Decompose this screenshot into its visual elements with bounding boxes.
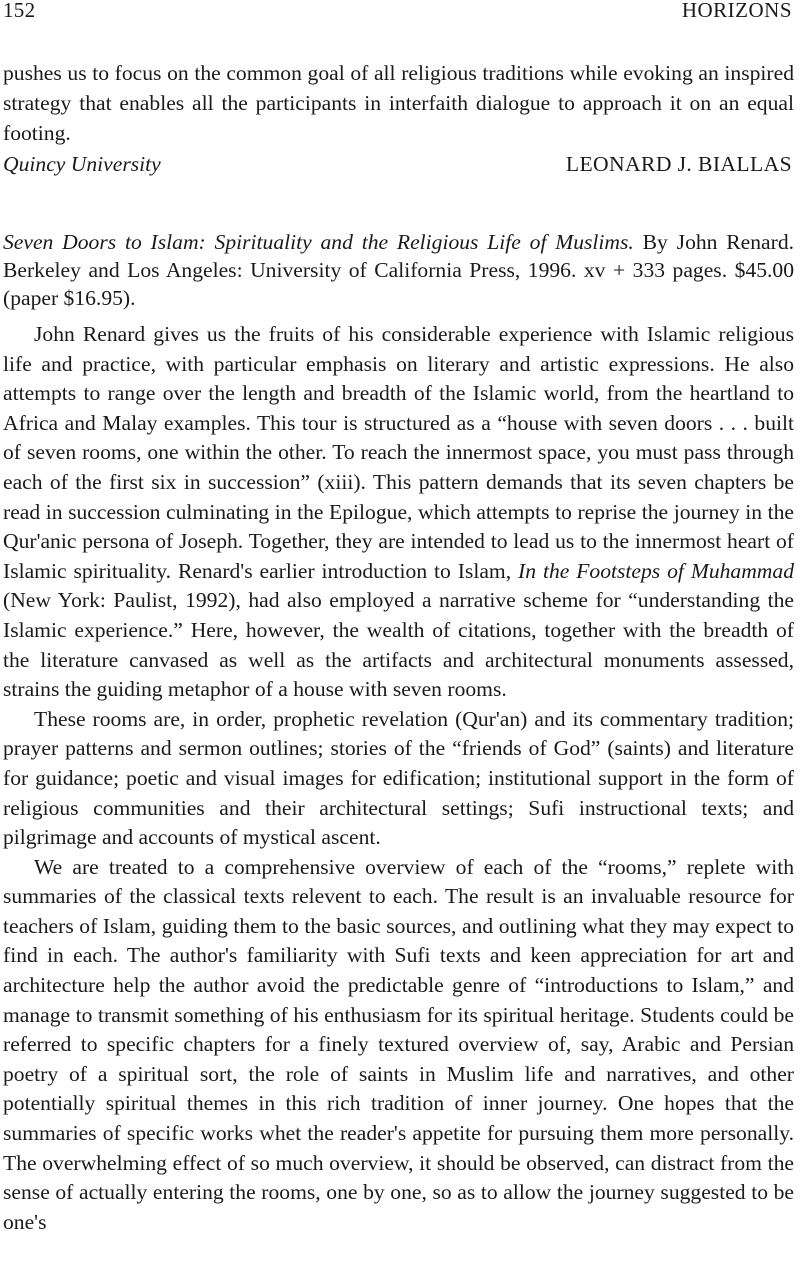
- review-paragraph-1: [3, 320, 794, 705]
- review-body: [3, 320, 794, 1237]
- book-title: Seven Doors to Islam: Spirituality and the Religious Life of Muslims.: [3, 230, 634, 254]
- book-citation: [3, 228, 794, 312]
- book-details: By John Renard. Berkeley and Los Angeles: University of California Press, 1996. xv + 333 pages. $45.00 (paper $16.95).: [3, 230, 795, 310]
- journal-title: HORIZONS: [681, 0, 792, 22]
- running-head: [3, 0, 792, 26]
- review-paragraph-3: We are treated to a comprehensive overview of each of the “rooms,” replete with summaries of the classical texts relevent to each. The result is an invaluable resource for teachers of Islam, guiding them to the basic sources, and outlining what they may expect to find in each. The author's familiarity with Sufi texts and keen appreciation for art and architecture help the author avoid the predictable genre of “introductions to Islam,” and manage to transmit something of his enthusiasm for its spiritual heritage. Students could be referred to specific chapters for a finely textured overview of, say, Arabic and Persian poetry of a spiritual sort, the role of saints in Muslim life and narratives, and other potentially spiritual themes in this rich tradition of inner journey. One hopes that the summaries of specific works whet the reader's appetite for pursuing them more personally. The overwhelming effect of so much overview, it should be observed, can distract from the sense of actually entering the rooms, one by one, so as to allow the journey suggested to be one's: [3, 854, 794, 1234]
- review-signature: [3, 149, 792, 179]
- page-number: 152: [3, 0, 36, 22]
- review-paragraph-2: These rooms are, in order, prophetic revelation (Qur'an) and its commentary tradition; prayer patterns and sermon outlines; stories of the “friends of God” (saints) and literature for guidance; poetic and visual images for edification; institutional support in the form of religious communities and their architectural settings; Sufi instructional texts; and pilgrimage and accounts of mystical ascent.: [3, 706, 794, 850]
- previous-review-closing: pushes us to focus on the common goal of all religious traditions while evoking an inspired strategy that enables all the participants in interfaith dialogue to approach it on an equal footing.: [3, 61, 794, 145]
- review-paragraph-1-part-1: John Renard gives us the fruits of his considerable experience with Islamic religious life and practice, with particular emphasis on literary and artistic expressions. He also attempts to range over the length and breadth of the Islamic world, from the heartland to Africa and Malay examples. This tour is structured as a “house with seven doors . . . built of seven rooms, one within the other. To reach the innermost space, you must pass through each of the first six in succession” (xiii). This pattern demands that its seven chapters be read in succession culminating in the Epilogue, which attempts to reprise the journey in the Qur'anic persona of Joseph. Together, they are intended to lead us to the innermost heart of Islamic spirituality. Renard's earlier introduction to Islam,: [3, 322, 794, 583]
- review-paragraph-1-part-2: (New York: Paulist, 1992), had also employed a narrative scheme for “understanding the Islamic experience.” Here, however, the wealth of citations, together with the breadth of the literature canvased as well as the artifacts and architectural monuments assessed, strains the guiding metaphor of a house with seven rooms.: [3, 588, 794, 702]
- reviewer-name: LEONARD J. BIALLAS: [565, 152, 792, 176]
- reviewer-affiliation: Quincy University: [3, 152, 161, 176]
- cited-book-title: In the Footsteps of Muhammad: [518, 558, 794, 583]
